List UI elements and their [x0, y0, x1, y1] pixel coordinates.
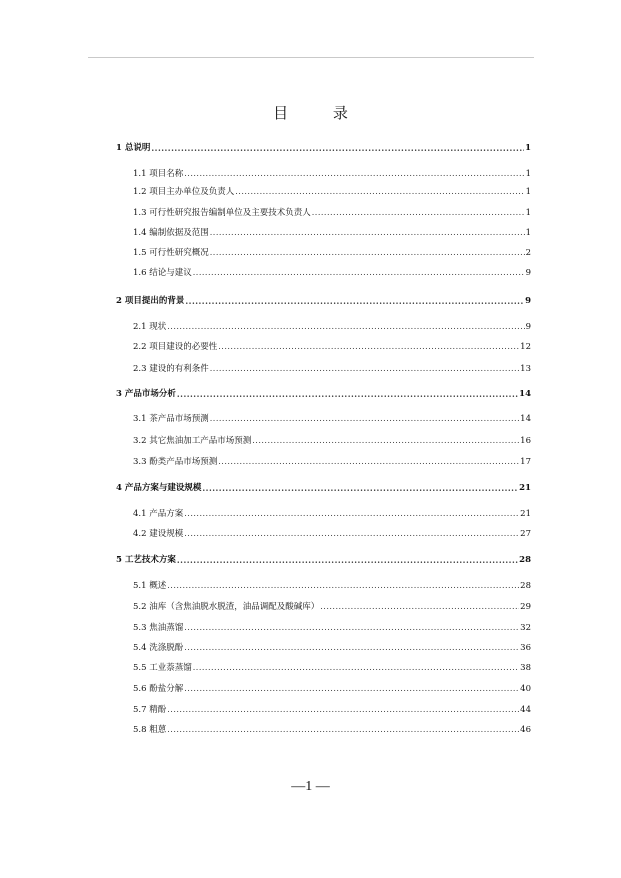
toc-entry-page: 38: [520, 663, 531, 673]
toc-entry-label: 2.1 现状: [133, 322, 167, 332]
toc-entry-label: 1 总说明: [116, 143, 151, 153]
toc-leader-dots: [218, 457, 519, 467]
toc-entry-label: 2.2 项目建设的必要性: [133, 342, 218, 352]
toc-entry-page: 28: [520, 581, 531, 591]
toc-entry-label: 5.3 焦油蒸馏: [133, 623, 184, 633]
toc-chapter-entry[interactable]: [116, 553, 531, 565]
toc-section-entry[interactable]: [133, 661, 531, 673]
toc-entry-label: 3.1 茶产品市场预测: [133, 414, 209, 424]
toc-entry-page: 1: [525, 187, 531, 197]
toc-entry-label: 3.2 其它焦油加工产品市场预测: [133, 436, 252, 446]
page-title: 目 录: [273, 104, 368, 122]
toc-entry-label: 1.5 可行性研究概况: [133, 248, 209, 258]
toc-leader-dots: [184, 529, 519, 539]
toc-entry-label: 1.4 编制依据及范围: [133, 228, 209, 238]
toc-entry-label: 5.2 油库（含焦油脱水脱渣，油品调配及酸碱库）: [133, 602, 320, 612]
toc-entry-page: 40: [520, 684, 531, 694]
toc-entry-page: 27: [520, 529, 531, 539]
toc-leader-dots: [312, 208, 525, 218]
toc-entry-page: 2: [525, 248, 531, 258]
toc-leader-dots: [235, 187, 524, 197]
toc-section-entry[interactable]: [133, 246, 531, 258]
toc-entry-label: 1.2 项目主办单位及负责人: [133, 187, 235, 197]
toc-leader-dots: [210, 248, 525, 258]
toc-leader-dots: [210, 228, 525, 238]
page-number: —1 —: [291, 779, 330, 794]
toc-entry-page: 1: [525, 169, 531, 179]
toc-entry-label: 5.6 酚盐分解: [133, 684, 184, 694]
toc-entry-label: 1.1 项目名称: [133, 169, 184, 179]
toc-entry-label: 5.5 工业萘蒸馏: [133, 663, 192, 673]
toc-entry-page: 1: [525, 143, 531, 153]
toc-section-entry[interactable]: [133, 412, 531, 424]
toc-chapter-entry[interactable]: [116, 387, 531, 399]
toc-section-entry[interactable]: [133, 507, 531, 519]
toc-section-entry[interactable]: [133, 527, 531, 539]
toc-leader-dots: [202, 483, 518, 493]
toc-leader-dots: [184, 169, 524, 179]
toc-section-entry[interactable]: [133, 340, 531, 352]
toc-entry-page: 14: [519, 389, 531, 399]
toc-entry-label: 1.6 结论与建议: [133, 268, 192, 278]
toc-entry-page: 9: [525, 268, 531, 278]
toc-chapter-entry[interactable]: [116, 481, 531, 493]
toc-section-entry[interactable]: [133, 682, 531, 694]
toc-entry-label: 5.8 粗蒽: [133, 725, 167, 735]
toc-chapter-entry[interactable]: [116, 294, 531, 306]
toc-leader-dots: [184, 509, 519, 519]
toc-leader-dots: [177, 555, 518, 565]
toc-leader-dots: [184, 623, 519, 633]
toc-section-entry[interactable]: [133, 455, 531, 467]
toc-entry-label: 3 产品市场分析: [116, 389, 176, 399]
toc-entry-page: 36: [520, 643, 531, 653]
toc-leader-dots: [320, 602, 519, 612]
toc-section-entry[interactable]: [133, 641, 531, 653]
toc-leader-dots: [252, 436, 519, 446]
toc-entry-page: 44: [520, 705, 531, 715]
toc-section-entry[interactable]: [133, 167, 531, 179]
toc-leader-dots: [210, 414, 519, 424]
toc-entry-page: 16: [520, 436, 531, 446]
toc-leader-dots: [167, 322, 524, 332]
toc-entry-page: 1: [525, 228, 531, 238]
toc-leader-dots: [167, 581, 519, 591]
toc-section-entry[interactable]: [133, 621, 531, 633]
toc-leader-dots: [193, 268, 525, 278]
toc-entry-page: 21: [519, 483, 531, 493]
toc-entry-page: 17: [520, 457, 531, 467]
toc-entry-page: 9: [525, 296, 531, 306]
toc-entry-label: 3.3 酚类产品市场预测: [133, 457, 218, 467]
toc-section-entry[interactable]: [133, 600, 531, 612]
toc-section-entry[interactable]: [133, 226, 531, 238]
toc-entry-page: 29: [520, 602, 531, 612]
toc-leader-dots: [177, 389, 518, 399]
toc-entry-page: 28: [519, 555, 531, 565]
toc-section-entry[interactable]: [133, 362, 531, 374]
toc-entry-label: 5 工艺技术方案: [116, 555, 176, 565]
toc-section-entry[interactable]: [133, 320, 531, 332]
toc-section-entry[interactable]: [133, 703, 531, 715]
toc-section-entry[interactable]: [133, 723, 531, 735]
toc-entry-page: 13: [520, 364, 531, 374]
toc-chapter-entry[interactable]: [116, 141, 531, 153]
toc-section-entry[interactable]: [133, 206, 531, 218]
toc-leader-dots: [167, 725, 519, 735]
toc-entry-label: 2.3 建设的有利条件: [133, 364, 209, 374]
toc-entry-label: 4.1 产品方案: [133, 509, 184, 519]
toc-entry-label: 5.7 精酚: [133, 705, 167, 715]
toc-leader-dots: [151, 143, 524, 153]
toc-entry-page: 1: [525, 208, 531, 218]
toc-leader-dots: [193, 663, 519, 673]
toc-entry-page: 14: [520, 414, 531, 424]
toc-leader-dots: [185, 296, 524, 306]
toc-section-entry[interactable]: [133, 579, 531, 591]
toc-section-entry[interactable]: [133, 434, 531, 446]
toc-leader-dots: [218, 342, 519, 352]
toc-entry-label: 4.2 建设规模: [133, 529, 184, 539]
toc-leader-dots: [184, 684, 519, 694]
toc-entry-page: 32: [520, 623, 531, 633]
toc-leader-dots: [167, 705, 519, 715]
toc-entry-page: 9: [525, 322, 531, 332]
toc-entry-label: 1.3 可行性研究报告编制单位及主要技术负责人: [133, 208, 311, 218]
toc-section-entry[interactable]: [133, 266, 531, 278]
toc-entry-page: 46: [520, 725, 531, 735]
toc-entry-label: 4 产品方案与建设规模: [116, 483, 202, 493]
toc-entry-label: 5.4 洗涤脱酚: [133, 643, 184, 653]
toc-leader-dots: [210, 364, 519, 374]
toc-leader-dots: [184, 643, 519, 653]
toc-entry-page: 12: [520, 342, 531, 352]
toc-entry-label: 5.1 概述: [133, 581, 167, 591]
toc-entry-label: 2 项目提出的背景: [116, 296, 185, 306]
toc-entry-page: 21: [520, 509, 531, 519]
toc-section-entry[interactable]: [133, 185, 531, 197]
